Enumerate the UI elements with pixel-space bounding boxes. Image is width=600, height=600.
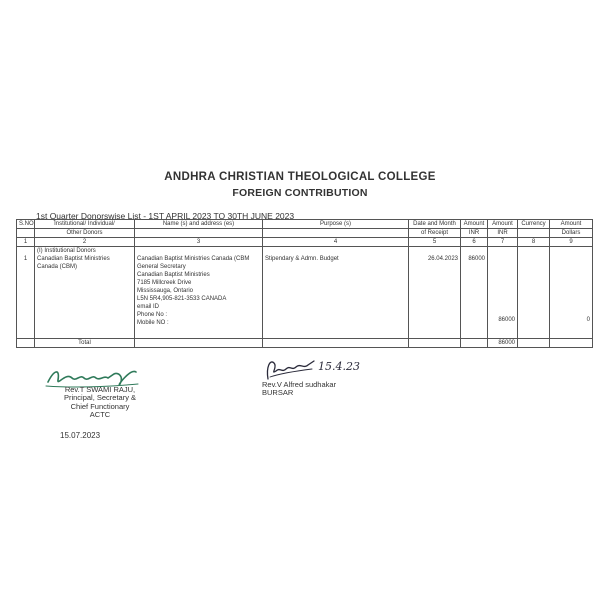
total-label: Total	[35, 338, 135, 347]
column-number: 1	[17, 238, 35, 247]
bursar-name: Rev.V Alfred sudhakar	[262, 380, 337, 389]
bursar-title: BURSAR	[262, 388, 294, 398]
total-blank-cell	[518, 338, 550, 347]
header-sno: S.NO	[17, 220, 35, 229]
college-title: ANDHRA CHRISTIAN THEOLOGICAL COLLEGE	[164, 171, 436, 183]
header-amount-inr-2: Amount	[488, 220, 518, 229]
header-date-line2: of Receipt	[409, 229, 461, 238]
document-subtitle: FOREIGN CONTRIBUTION	[232, 187, 368, 199]
header-purpose: Purpose (s)	[263, 220, 409, 229]
address-line: Mississauga, Ontario	[137, 288, 194, 294]
section-blank-cell	[17, 247, 35, 256]
header-date: Date and Month	[409, 220, 461, 229]
row-purpose: Stipendary & Admn. Budget	[263, 255, 409, 338]
address-line: Mobile NO :	[137, 320, 169, 326]
column-number: 7	[488, 238, 518, 247]
principal-title-line2: Chief Functionary	[70, 401, 130, 411]
principal-name: Rev.T SWAMI RAJU,	[64, 385, 136, 394]
section-blank-cell	[518, 247, 550, 256]
total-blank-cell	[17, 338, 35, 347]
column-number: 3	[135, 238, 263, 247]
bursar-handwritten-date: 15.4.23	[318, 360, 360, 373]
header-currency: Currency	[518, 220, 550, 229]
header-blank-cell	[518, 229, 550, 238]
principal-org: ACTC	[89, 410, 111, 420]
header-donor-type	[35, 220, 135, 229]
address-line: L5N 5R4,905-821-3533 CANADA	[137, 296, 227, 302]
total-blank-cell	[461, 338, 488, 347]
column-number: 4	[263, 238, 409, 247]
section-blank-cell	[263, 247, 409, 256]
row-donor: Canadian Baptist Ministries Canada (CBM)	[35, 255, 135, 338]
principal-block	[50, 386, 150, 420]
column-number-row	[17, 238, 593, 247]
header-blank-cell	[17, 229, 35, 238]
header-amount-dollars: Amount	[550, 220, 593, 229]
header-blank-cell	[263, 229, 409, 238]
total-blank-cell	[409, 338, 461, 347]
row-date: 26.04.2023	[409, 255, 461, 338]
column-number: 2	[35, 238, 135, 247]
row-amount-inr-2: 86000	[488, 255, 518, 338]
header-blank-cell	[135, 229, 263, 238]
total-blank-cell	[550, 338, 593, 347]
principal-title-line1: Principal, Secretary &	[63, 393, 137, 403]
row-address	[135, 255, 263, 338]
row-amount-dollars: 0	[550, 255, 593, 338]
header-amount-dollars-unit: Dollars	[550, 229, 593, 238]
signing-date: 15.07.2023	[60, 431, 101, 440]
table-row	[17, 255, 593, 338]
header-donor-type-line1: Institutional/ Individual/	[54, 221, 115, 227]
section-blank-cell	[409, 247, 461, 256]
address-line: email ID	[137, 304, 160, 310]
total-blank-cell	[135, 338, 263, 347]
section-label: (I) Institutional Donors	[35, 247, 135, 256]
section-blank-cell	[488, 247, 518, 256]
bursar-block	[262, 381, 336, 398]
address-line: 7185 Millcreek Drive	[137, 280, 192, 286]
address-line: Phone No :	[137, 312, 168, 318]
row-amount-inr: 86000	[461, 255, 488, 338]
address-line: Canadian Baptist Ministries	[137, 272, 210, 278]
row-currency	[518, 255, 550, 338]
total-amount: 86000	[488, 338, 518, 347]
header-row-1	[17, 220, 593, 229]
section-row	[17, 247, 593, 256]
section-blank-cell	[550, 247, 593, 256]
column-number: 8	[518, 238, 550, 247]
address-line: Canadian Baptist Ministries Canada (CBM	[137, 256, 250, 262]
section-blank-cell	[461, 247, 488, 256]
header-amount-inr-1: Amount	[461, 220, 488, 229]
header-amount-inr-2-unit: INR	[488, 229, 518, 238]
header-row-2	[17, 229, 593, 238]
header-amount-inr-1-unit: INR	[461, 229, 488, 238]
reporting-period: 1st Quarter Donorswise List - 1ST APRIL 2023 TO 30TH JUNE 2023	[36, 211, 295, 221]
row-sno: 1	[17, 255, 35, 338]
header-donor-type-line2: Other Donors	[35, 229, 135, 238]
total-blank-cell	[263, 338, 409, 347]
section-blank-cell	[135, 247, 263, 256]
column-number: 9	[550, 238, 593, 247]
donor-table	[16, 219, 593, 348]
address-line: General Secretary	[137, 264, 186, 270]
column-number: 6	[461, 238, 488, 247]
total-row	[17, 338, 593, 347]
column-number: 5	[409, 238, 461, 247]
header-name-address: Name (s) and address (es)	[135, 220, 263, 229]
